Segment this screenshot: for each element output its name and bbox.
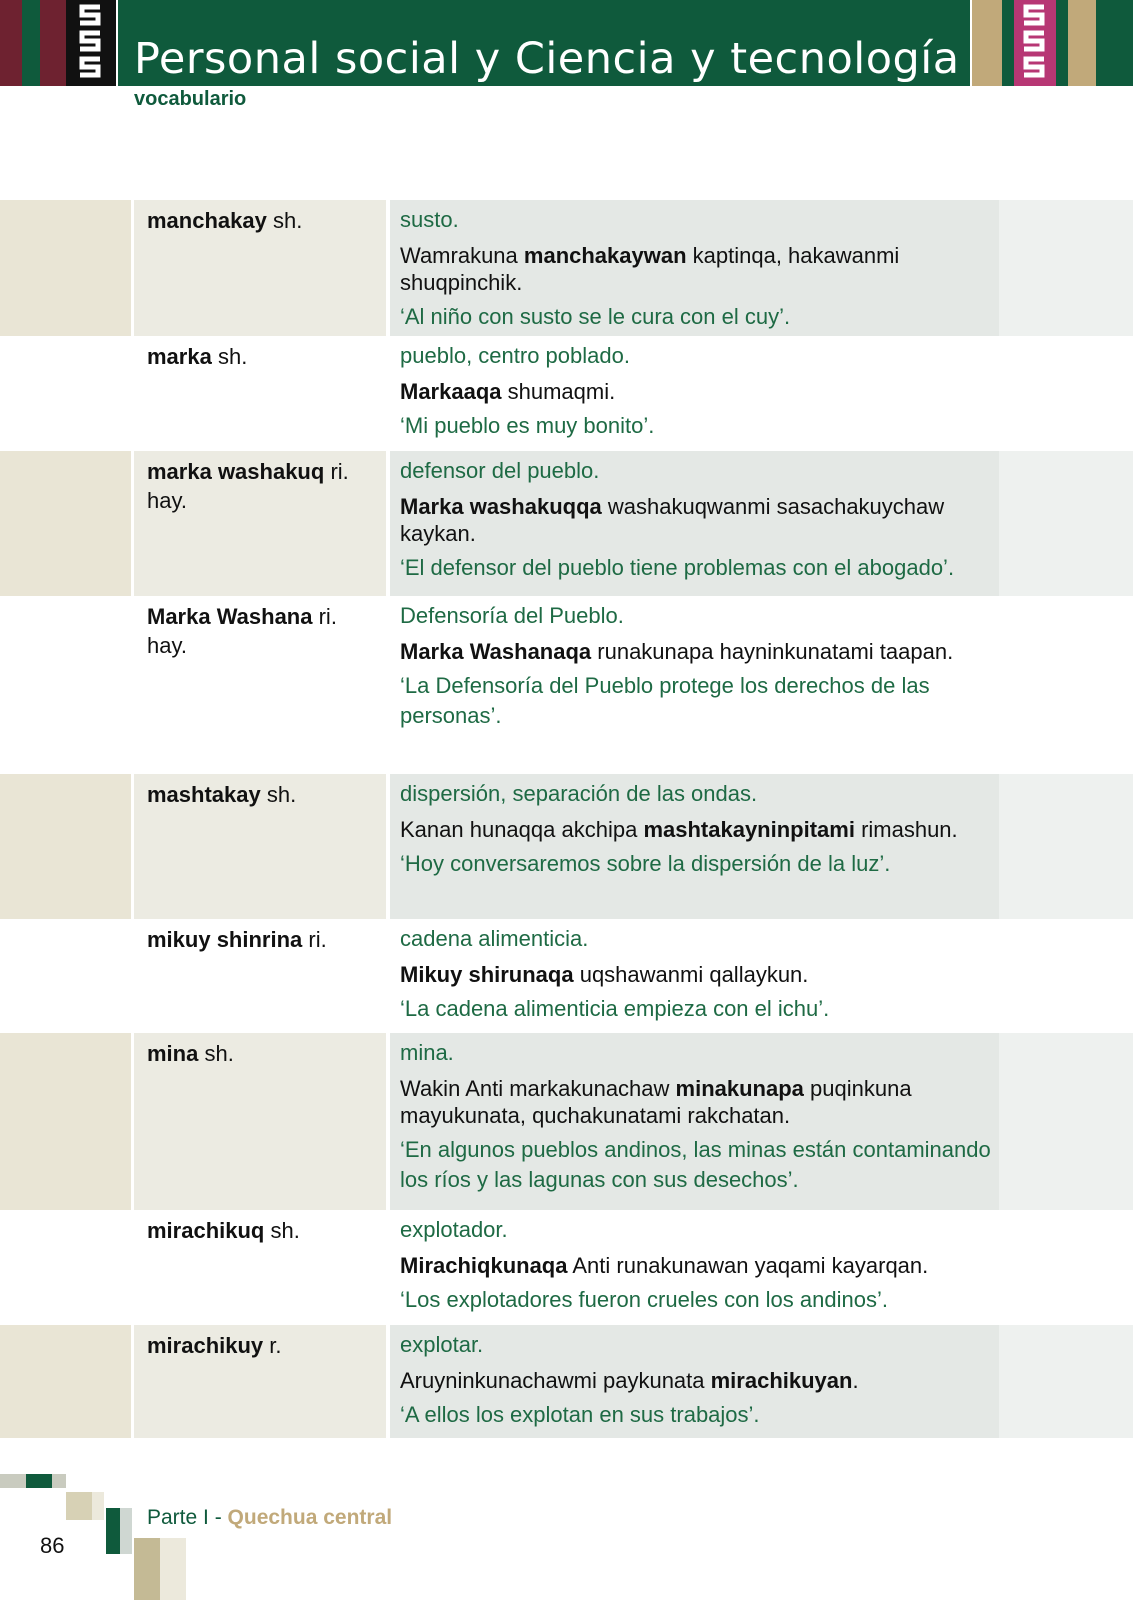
entry-translation: ‘La Defensoría del Pueblo protege los derechos de las personas’. [400, 673, 930, 728]
entry-translation: ‘Mi pueblo es muy bonito’. [400, 413, 655, 438]
entry-definition: Defensoría del Pueblo. [400, 603, 624, 628]
footer-decoration [120, 1508, 132, 1554]
vocabulary-entry [0, 1325, 1133, 1438]
footer-language: Quechua central [227, 1506, 393, 1529]
part-of-speech: sh. [272, 208, 303, 233]
vocabulary-entry [0, 1033, 1133, 1210]
entry-translation: ‘A ellos los explotan en sus trabajos’. [400, 1402, 760, 1427]
part-of-speech: sh. [217, 344, 248, 369]
section-subtitle: vocabulario [134, 88, 247, 110]
vocabulary-entry [0, 451, 1133, 596]
part-of-speech: sh. [270, 1218, 300, 1243]
entry-translation: ‘Los explotadores fueron crueles con los andinos’. [400, 1287, 888, 1312]
entry-body [400, 206, 996, 332]
entry-example: Mirachiqkunaqa Anti runakunawan yaqami kayarqan. [400, 1253, 929, 1278]
footer-part: Parte I - [147, 1506, 228, 1529]
entry-body [400, 602, 996, 731]
entry-headword [147, 925, 379, 954]
vocabulary-entry [0, 774, 1133, 919]
vocabulary-entry [0, 919, 1133, 1033]
entry-body [400, 457, 996, 583]
footer-decoration [0, 1474, 26, 1488]
page-number: 86 [40, 1533, 65, 1558]
entry-body [400, 342, 996, 441]
footer-decoration [160, 1538, 186, 1600]
entry-definition: explotar. [400, 1332, 484, 1357]
header-stripe [1068, 0, 1096, 86]
footer-decoration [26, 1474, 52, 1488]
header-stripe [0, 0, 22, 86]
entry-example: Wakin Anti markakunachaw minakunapa puqinkuna mayukunata, quchakunatami rakchatan. [400, 1076, 912, 1128]
header-stripe [972, 0, 1002, 86]
headword-text: mirachikuq [147, 1218, 265, 1243]
headword-text: manchakay [147, 208, 267, 233]
entry-example: Mikuy shirunaqa uqshawanmi qallaykun. [400, 962, 809, 987]
headword-text: marka washakuq [147, 459, 325, 484]
entry-definition: dispersión, separación de las ondas. [400, 781, 758, 806]
footer-decoration [92, 1492, 104, 1520]
part-of-speech: ri. hay. [147, 604, 337, 658]
entry-definition: explotador. [400, 1217, 508, 1242]
header-stripe [1002, 0, 1014, 86]
entry-translation: ‘Hoy conversaremos sobre la dispersión de la luz’. [400, 851, 891, 876]
page-title: Personal social y Ciencia y tecnología [134, 34, 960, 84]
entry-translation: ‘El defensor del pueblo tiene problemas con el abogado’. [400, 555, 955, 580]
entry-body [400, 925, 996, 1024]
headword-text: mirachikuy [147, 1333, 264, 1358]
header-stripe [22, 0, 40, 86]
page-header [0, 0, 1133, 86]
headword-text: mikuy shinrina [147, 927, 303, 952]
entry-example: Aruyninkunachawmi paykunata mirachikuyan. [400, 1368, 859, 1393]
footer-decoration [66, 1492, 92, 1520]
entry-headword [147, 780, 379, 809]
headword-text: mashtakay [147, 782, 261, 807]
vocabulary-list [0, 200, 1133, 1438]
entry-example: Kanan hunaqqa akchipa mashtakayninpitami rimashun. [400, 817, 958, 842]
headword-text: mina [147, 1041, 199, 1066]
header-stripe [1056, 0, 1068, 86]
vocabulary-entry [0, 336, 1133, 451]
header-stripe [1096, 0, 1133, 86]
entry-headword [147, 1039, 379, 1068]
entry-translation: ‘En algunos pueblos andinos, las minas están contaminando los ríos y las lagunas con sus desechos’. [400, 1137, 991, 1192]
footer-decoration [52, 1474, 66, 1488]
entry-definition: pueblo, centro poblado. [400, 343, 630, 368]
footer-label [147, 1506, 392, 1530]
entry-example: Wamrakuna manchakaywan kaptinqa, hakawanmi shuqpinchik. [400, 243, 900, 295]
andean-pattern-icon [1018, 3, 1052, 83]
part-of-speech: ri. hay. [147, 459, 349, 513]
vocabulary-entry [0, 596, 1133, 774]
entry-headword [147, 457, 379, 515]
entry-definition: mina. [400, 1040, 454, 1065]
entry-headword [147, 342, 379, 371]
entry-example: Marka Washanaqa runakunapa hayninkunatami taapan. [400, 639, 954, 664]
entry-headword [147, 206, 379, 235]
entry-definition: defensor del pueblo. [400, 458, 600, 483]
header-stripe [40, 0, 66, 86]
andean-pattern-icon [74, 3, 108, 83]
headword-text: marka [147, 344, 212, 369]
entry-headword [147, 602, 379, 660]
entry-body [400, 1039, 996, 1195]
part-of-speech: sh. [204, 1041, 234, 1066]
entry-example: Marka washakuqqa washakuqwanmi sasachakuychaw kaykan. [400, 494, 945, 546]
entry-body [400, 1216, 996, 1315]
entry-body [400, 780, 996, 879]
entry-headword [147, 1331, 379, 1360]
footer-decoration [106, 1508, 120, 1554]
vocabulary-entry [0, 200, 1133, 336]
footer-decoration [134, 1538, 160, 1600]
entry-definition: cadena alimenticia. [400, 926, 589, 951]
entry-headword [147, 1216, 379, 1245]
part-of-speech: sh. [266, 782, 297, 807]
headword-text: Marka Washana [147, 604, 313, 629]
part-of-speech: ri. [308, 927, 327, 952]
entry-body [400, 1331, 996, 1430]
entry-example: Markaaqa shumaqmi. [400, 379, 616, 404]
entry-definition: susto. [400, 207, 459, 232]
vocabulary-entry [0, 1210, 1133, 1325]
part-of-speech: r. [269, 1333, 282, 1358]
entry-translation: ‘Al niño con susto se le cura con el cuy’. [400, 304, 791, 329]
entry-translation: ‘La cadena alimenticia empieza con el ichu’. [400, 996, 830, 1021]
